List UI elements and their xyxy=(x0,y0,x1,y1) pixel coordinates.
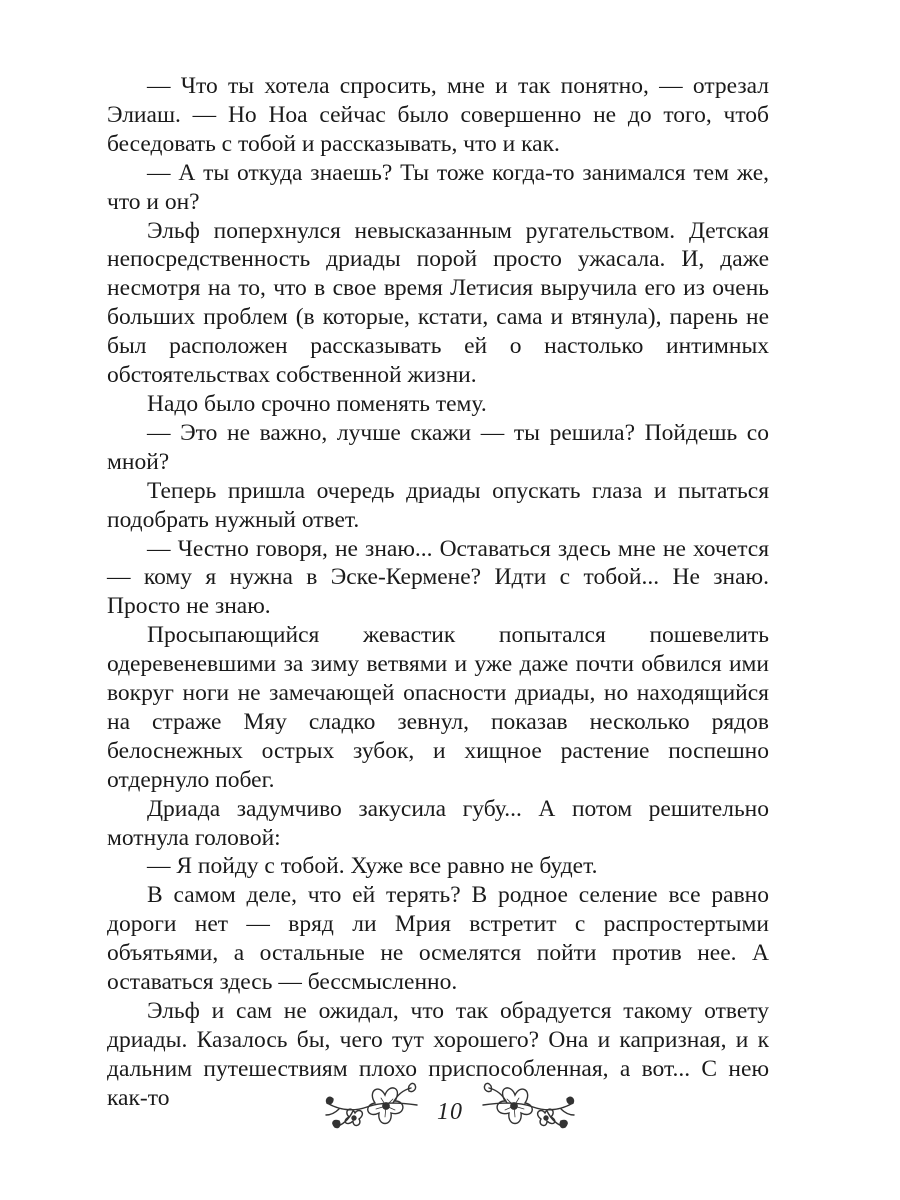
paragraph: Эльф и сам не ожидал, что так обрадуется такому ответу дриады. Казалось бы, чего тут хорошего? Она и капризная, и к дальним путешествиям плохо приспособленная, а вот... С нею как-то xyxy=(107,998,769,1111)
paragraph: — Я пойду с тобой. Хуже все равно не будет. xyxy=(147,853,598,880)
magnolia-branch-icon xyxy=(481,1073,577,1143)
paragraph: В самом деле, что ей терять? В родное селение все равно дороги нет — вряд ли Мрия встретит с распростертыми объятьями, а остальные не осмелятся пойти против нее. А оставаться здесь — бессмысленно. xyxy=(107,882,769,996)
page-footer xyxy=(0,1066,900,1150)
paragraph: Теперь пришла очередь дриады опускать глаза и пытаться подобрать нужный ответ. xyxy=(107,477,769,533)
paragraph: Просыпающийся жевастик попытался пошевелить одеревеневшими за зиму ветвями и уже даже почти обвился ими вокруг ноги не замечающей опасности дриады, но находящийся на страже Мяу сладко зевнул, показав несколько рядов белоснежных острых зубок, и хищное растение поспешно отдернуло побег. xyxy=(107,622,769,793)
body-text xyxy=(107,72,769,1113)
magnolia-branch-icon xyxy=(323,1073,419,1143)
page-number: 10 xyxy=(437,1098,463,1125)
paragraph: Надо было срочно поменять тему. xyxy=(147,390,487,417)
paragraph: — Честно говоря, не знаю... Оставаться здесь мне не хочется — кому я нужна в Эске-Кермене? Идти с тобой... Не знаю. Просто не знаю. xyxy=(107,535,769,620)
paragraph: — А ты откуда знаешь? Ты тоже когда-то занимался тем же, что и он? xyxy=(107,159,769,215)
paragraph: Дриада задумчиво закусила губу... А потом решительно мотнула головой: xyxy=(107,795,769,851)
paragraph: — Это не важно, лучше скажи — ты решила? Пойдешь со мной? xyxy=(107,419,769,475)
paragraph: Эльф поперхнулся невысказанным ругательством. Детская непосредственность дриады порой просто ужасала. И, даже несмотря на то, что в свое время Летисия выручила его из очень больших проблем (в которые, кстати, сама и втянула), парень не был расположен рассказывать ей о настолько интимных обстоятельствах собственной жизни. xyxy=(107,217,769,389)
paragraph: — Что ты хотела спросить, мне и так понятно, — отрезал Элиаш. — Но Ноа сейчас было совершенно не до того, чтоб беседовать с тобой и рассказывать, что и как. xyxy=(107,73,769,157)
